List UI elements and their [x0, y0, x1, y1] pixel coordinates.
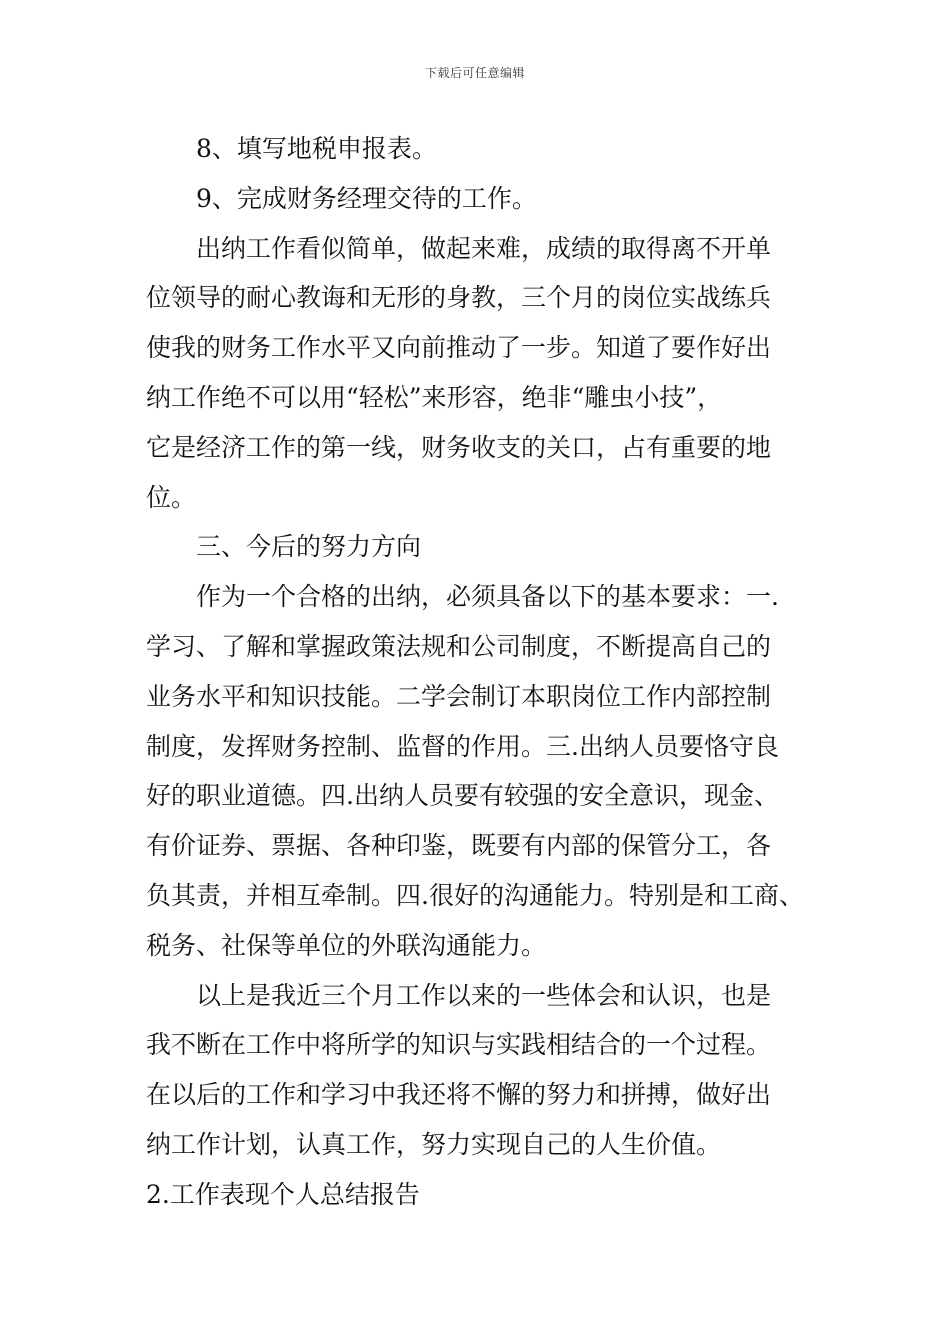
paragraph-line: 出纳工作看似简单，做起来难，成绩的取得离不开单	[196, 233, 772, 263]
paragraph-line: 负其责，并相互牵制。四.很好的沟通能力。特别是和工商、	[146, 880, 804, 910]
paragraph-line: 我不断在工作中将所学的知识与实践相结合的一个过程。	[146, 1030, 772, 1060]
paragraph-line: 9、完成财务经理交待的工作。	[196, 183, 537, 213]
paragraph-line: 业务水平和知识技能。二学会制订本职岗位工作内部控制	[146, 681, 772, 711]
paragraph-line: 纳工作计划，认真工作，努力实现自己的人生价值。	[146, 1129, 722, 1159]
paragraph-line: 位领导的耐心教诲和无形的身教，三个月的岗位实战练兵	[146, 283, 772, 313]
paragraph-line: 以上是我近三个月工作以来的一些体会和认识，也是	[196, 980, 772, 1010]
section-heading: 2.工作表现个人总结报告	[146, 1179, 420, 1209]
paragraph-line: 8、填写地税申报表。	[196, 134, 437, 163]
paragraph-line: 学习、了解和掌握政策法规和公司制度，不断提高自己的	[146, 631, 772, 661]
paragraph-line: 使我的财务工作水平又向前推动了一步。知道了要作好出	[146, 333, 772, 363]
paragraph-line: 制度，发挥财务控制、监督的作用。三.出纳人员要恪守良	[146, 731, 779, 761]
paragraph-line: 位。	[146, 482, 197, 512]
paragraph-line: 税务、社保等单位的外联沟通能力。	[146, 930, 547, 960]
paragraph-line: 有价证券、票据、各种印鉴，既要有内部的保管分工，各	[146, 831, 772, 861]
paragraph-line: 在以后的工作和学习中我还将不懈的努力和拼搏，做好出	[146, 1080, 772, 1110]
paragraph-line: 好的职业道德。四.出纳人员要有较强的安全意识，现金、	[146, 781, 779, 811]
paragraph-line: 作为一个合格的出纳，必须具备以下的基本要求：一.	[196, 582, 779, 612]
document-body	[146, 124, 826, 1220]
paragraph-line: 纳工作绝不可以用“轻松”来形容，绝非“雕虫小技”，	[146, 382, 723, 412]
section-heading: 三、今后的努力方向	[196, 532, 422, 562]
paragraph-line: 它是经济工作的第一线，财务收支的关口，占有重要的地	[146, 432, 772, 462]
page-header-note: 下载后可任意编辑	[424, 66, 525, 80]
